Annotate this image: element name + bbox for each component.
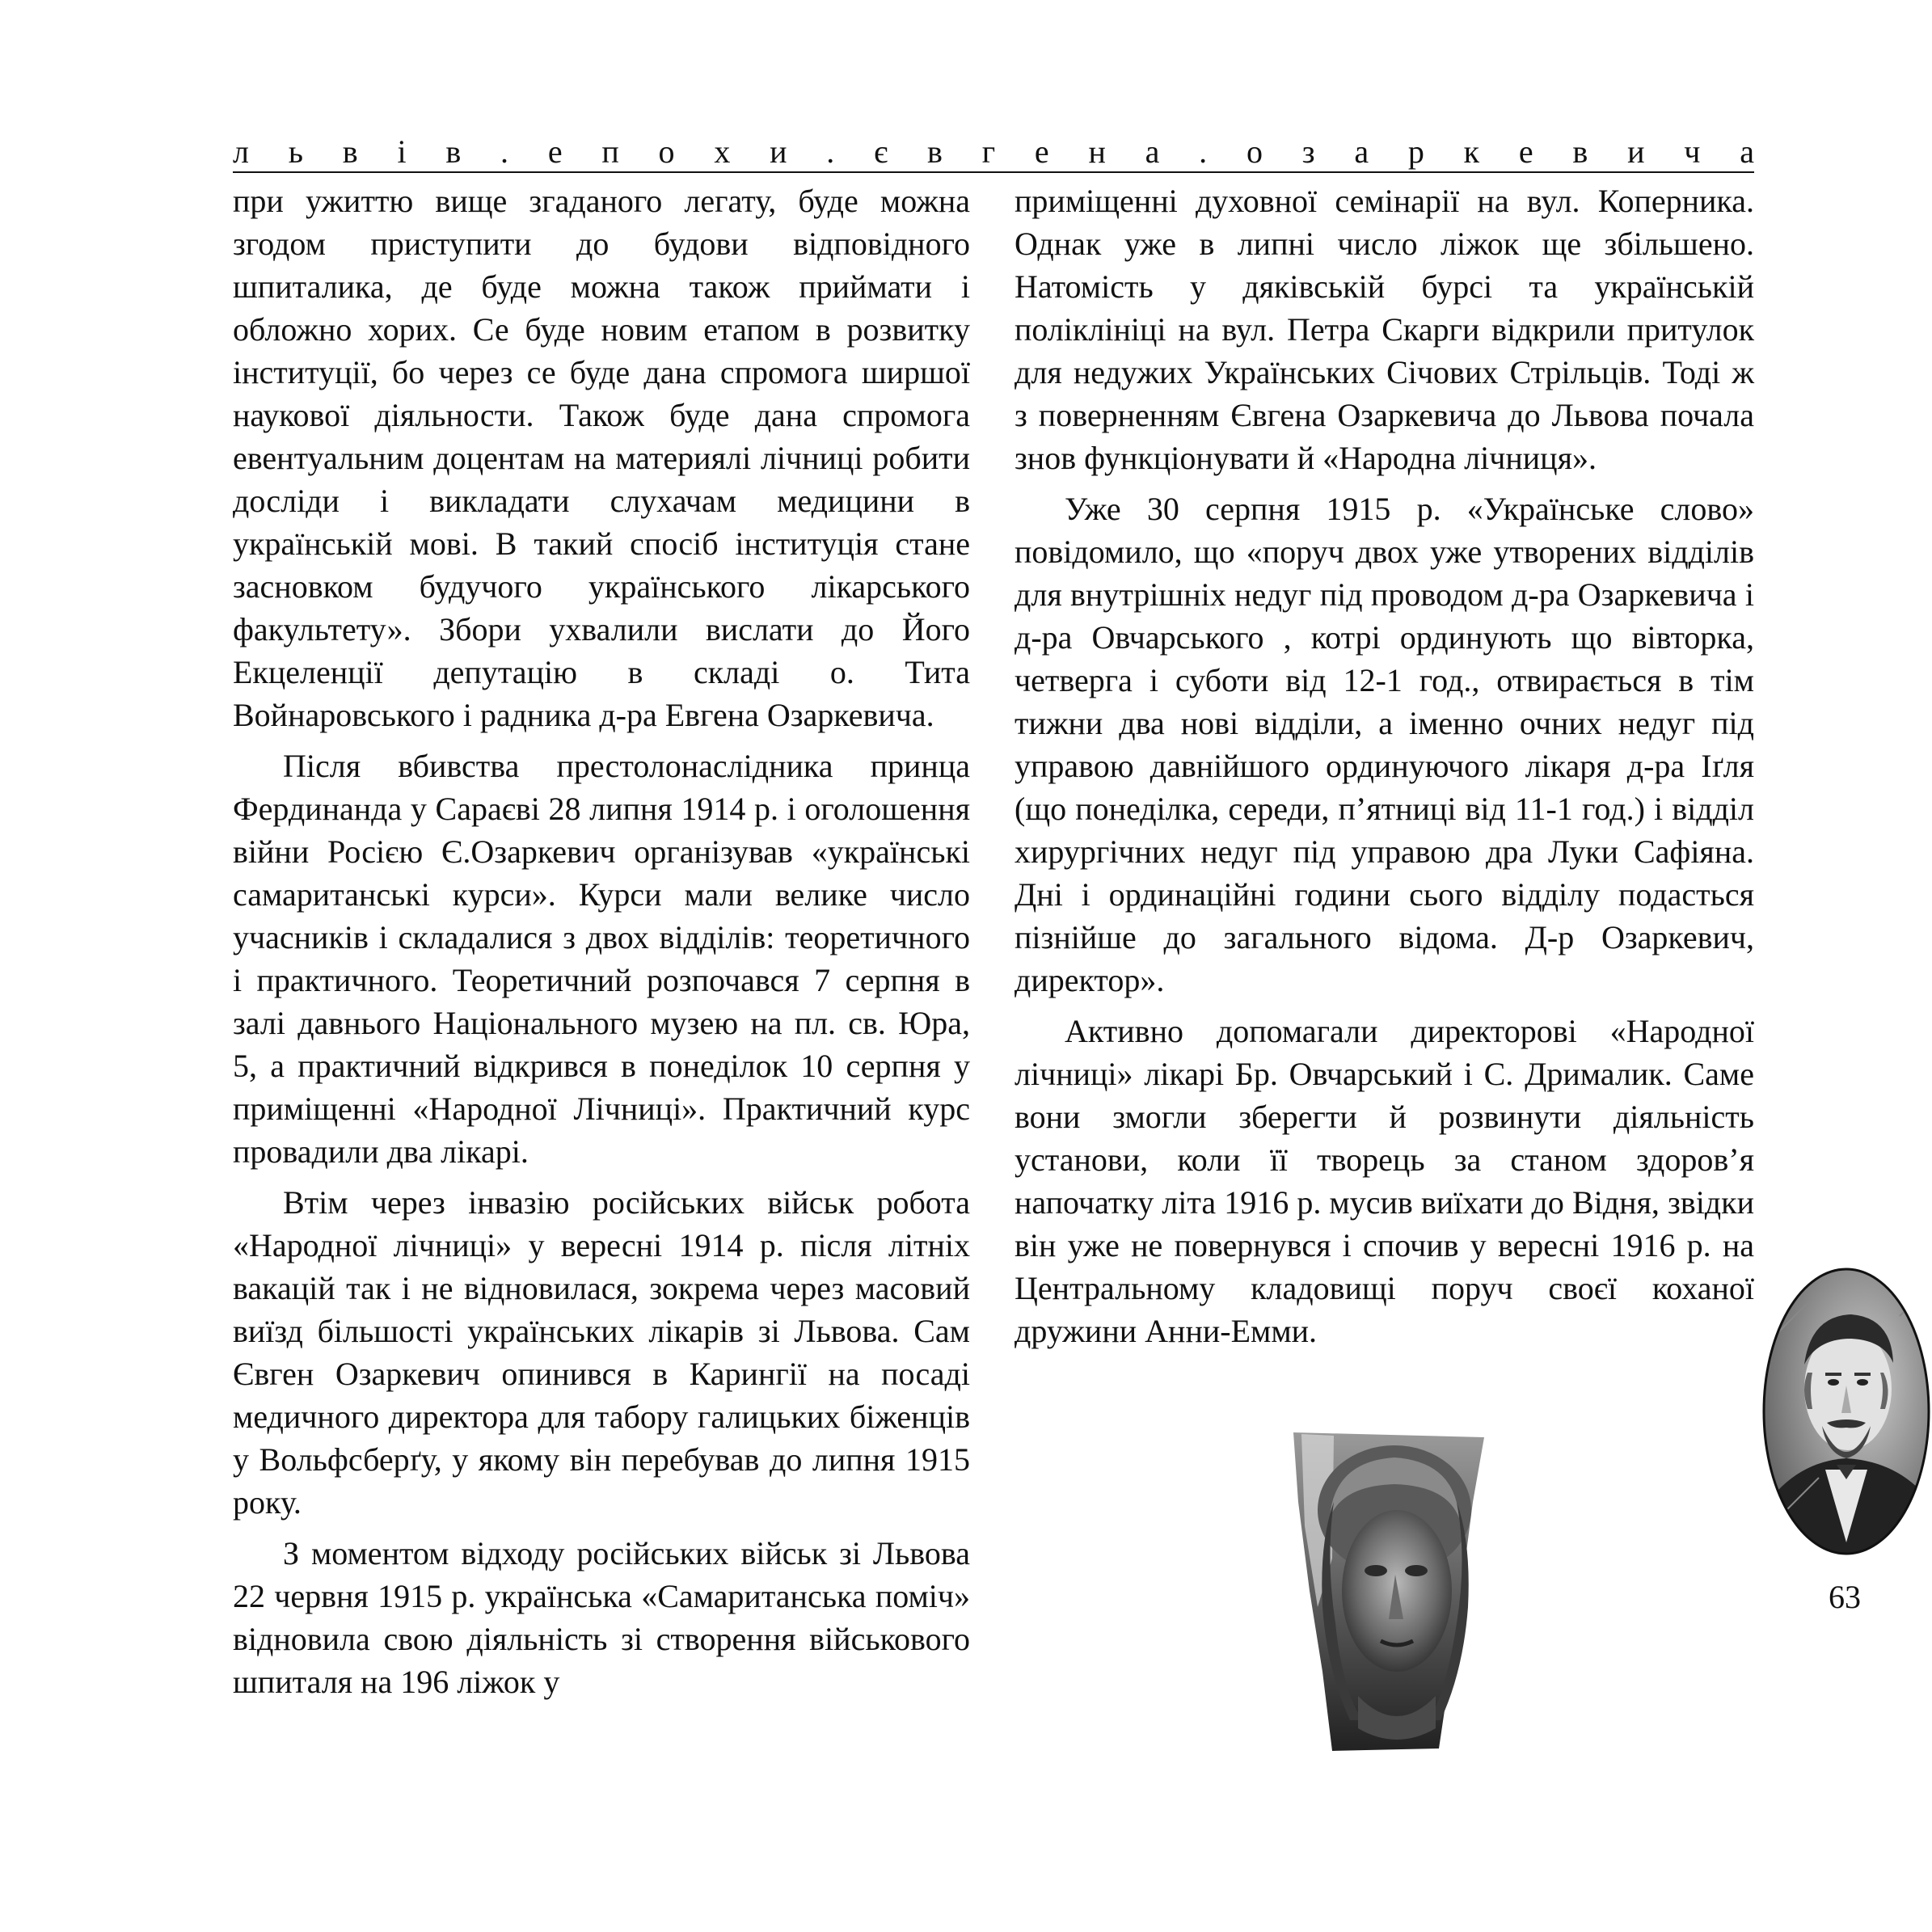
running-head-letter: а <box>1740 133 1754 170</box>
running-head <box>233 133 1754 170</box>
running-head-letter: в <box>1572 133 1588 170</box>
running-head-letter: п <box>601 133 619 170</box>
page-number: 63 <box>1829 1579 1861 1615</box>
paragraph: Уже 30 серпня 1915 р. «Українське слово» повідомило, що «поруч двох уже утворених відділів для внутрішніх недуг під проводом д-ра Озаркевича і д-ра Овчарського , котрі ординують що вівторка, четверга і суботи від 12-1 год., отвирається в тім тижни два нові відділи, а іменно очних недуг під управою давнійшого ординуючого лікаря д-ра Іґля (що понеділка, середи, п’ятниці від 11-1 год.) і відділ хирургічних недуг під управою дра Луки Сафіяна. Дні і ординаційні години сього відділу подасться пізнійше до загального відома. Д-р Озаркевич, директор». <box>1015 491 1754 998</box>
paragraph: Активно допомагали директорові «Народної лічниці» лікарі Бр. Овчарський і С. Дрималик. Саме вони змогли зберегти й розвинути діяльність установи, коли її творець за станом здоров’я напочатку літа 1916 р. мусив виїхати до Відня, звідки він уже не повернувся і спочив у вересні 1916 р. на Центральному кладовищі поруч своєї коханої дружини Анни-Емми. <box>1015 1013 1754 1349</box>
right-column <box>1015 179 1754 1360</box>
running-head-letter: о <box>658 133 675 170</box>
paragraph: З моментом відходу російських військ зі Львова 22 червня 1915 р. українська «Самаританська поміч» відновила свою діяльність зі створення військового шпиталя на 196 ліжок у <box>233 1535 970 1700</box>
running-head-letter: г <box>981 133 996 170</box>
running-head-letter: ь <box>288 133 303 170</box>
running-head-letter: в <box>445 133 462 170</box>
running-head-letter: е <box>547 133 563 170</box>
paragraph: при ужиттю вище згаданого легату, буде можна згодом приступити до будови відповідного шпиталика, де буде можна також приймати і обложно хорих. Се буде новим етапом в розвитку інституції, бо через се буде дана спромога ширшої наукової діяльности. Також буде дана спромога евентуальним доцентам на материялі лічниці робити досліди і викладати слухачам медицини в українській мові. В такий спосіб інституція стане засновком будучого українського лікарського факультету». Збори ухвалили вислати до Його Екцеленції депутацію в складі о. Тита Войнаровського і радника д-ра Евгена Озаркевича. <box>233 183 970 733</box>
running-head-letter: о <box>1246 133 1263 170</box>
mascaron-sculpture-image <box>1285 1429 1487 1753</box>
running-head-letter: а <box>1354 133 1369 170</box>
running-head-letter: н <box>1088 133 1106 170</box>
running-head-letter: и <box>770 133 787 170</box>
left-column <box>233 179 970 1711</box>
running-head-letter: е <box>1034 133 1049 170</box>
running-head-letter: х <box>714 133 731 170</box>
running-head-letter: . <box>826 133 835 170</box>
running-head-letter: а <box>1145 133 1160 170</box>
running-head-letter: е <box>1518 133 1533 170</box>
running-head-letter: л <box>233 133 249 170</box>
running-head-letter: і <box>397 133 407 170</box>
running-head-letter: . <box>500 133 509 170</box>
running-head-letter: з <box>1301 133 1315 170</box>
running-head-letter: . <box>1199 133 1208 170</box>
paragraph: приміщенні духовної семінарії на вул. Коперника. Однак уже в липні число ліжок ще збільшено. Натомість у дяківській бурсі та українській поліклініці на вул. Петра Скарги відкрили притулок для недужих Українських Січових Стрільців. Тоді ж з поверненням Євгена Озаркевича до Львова почала знов функціонувати й «Народна лічниця». <box>1015 183 1754 476</box>
running-head-letter: ч <box>1684 133 1701 170</box>
running-head-letter: в <box>927 133 943 170</box>
running-head-letter: и <box>1627 133 1645 170</box>
running-head-letter: в <box>342 133 358 170</box>
portrait-image <box>1762 1268 1930 1555</box>
running-head-letter: к <box>1463 133 1480 170</box>
paragraph: Після вбивства престолонаслідника принца Фердинанда у Сараєві 28 липня 1914 р. і оголошення війни Росією Є.Озаркевич організував «українські самаританські курси». Курси мали велике число учасників і складалися з двох відділів: теоретичного і практичного. Теоретичний розпочався 7 серпня в залі давнього Національного музею на пл. св. Юра, 5, а практичний відкрився в понеділок 10 серпня у приміщенні «Народної Лічниці». Практичний курс провадили два лікарі. <box>233 748 970 1170</box>
running-head-letter: є <box>874 133 888 170</box>
paragraph: Втім через інвазію російських військ робота «Народної лічниці» у вересні 1914 р. після літніх вакацій так і не відновилася, зокрема через масовий виїзд більшості українських лікарів зі Львова. Сам Євген Озаркевич опинився в Карингії на посаді медичного директора для табору галицьких біженців у Вольфсберґу, у якому він перебував до липня 1915 року. <box>233 1184 970 1521</box>
running-head-letter: р <box>1407 133 1424 170</box>
header-rule <box>233 171 1754 173</box>
